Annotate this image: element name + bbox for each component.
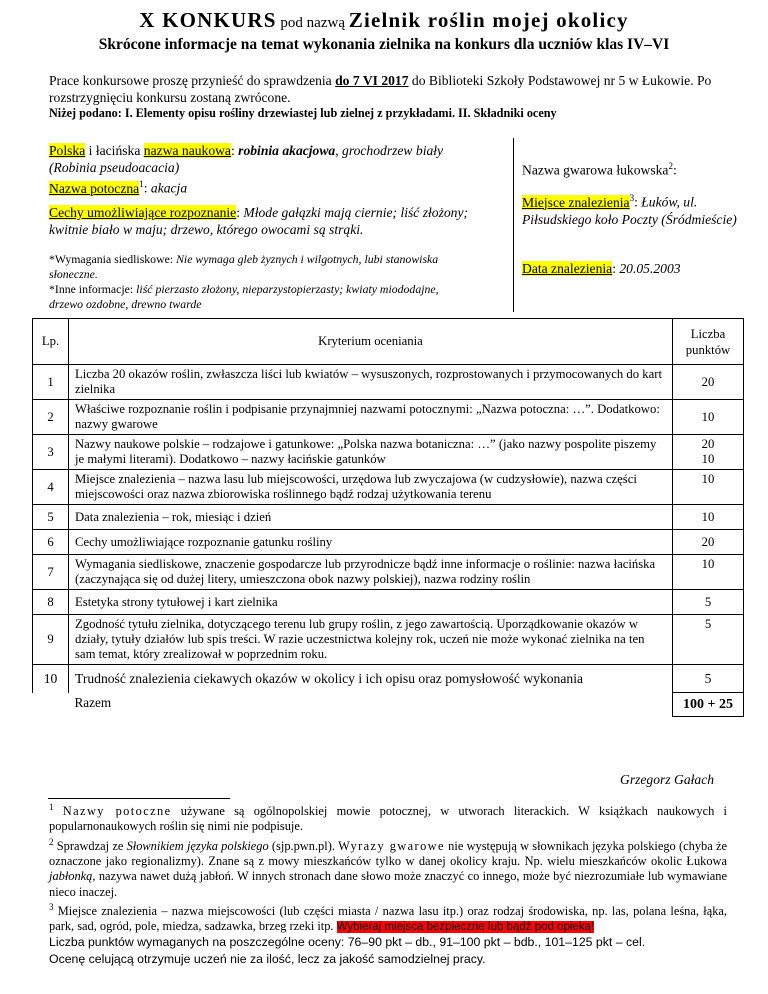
wymagania-value: Nie wymaga gleb żyznych i wilgotnych, lubi stanowiska słoneczne. [49,252,439,281]
total-empty-cell [33,693,69,717]
row-points: 10 [673,555,744,590]
footnote-1-text: używane są ogólnopolskiej mowie potocznej, w utworach literackich. W książkach naukowych i popularnonaukowych roślin się nimi nie podpisuje. [49,804,727,834]
example-extra [49,252,474,312]
text-colon: : [143,180,151,196]
text-colon: : [230,143,239,158]
row-lp: 10 [33,665,69,693]
footnote-1-term: Nazwy potoczne [62,804,172,819]
text-colon: : [672,162,677,178]
table-row [33,470,744,505]
row-points: 10 [673,505,744,530]
row-lp: 4 [33,470,69,505]
row-criterion: Nazwy naukowe polskie – rodzajowe i gatunkowe: „Polska nazwa botaniczna: …” (jako nazwy pospolite piszemy je małymi literami). Dodatkowo – nazwy łacińskie gatunków [69,435,673,470]
table-row [33,505,744,530]
footnote-2-text: , nazywa nawet dużą jabłoń. W innych stronach dane słowo może znaczyć co innego, może być niezrozumiałe lub wymawiane nieco inaczej. [49,869,727,899]
grading-line-2: Ocenę celującą otrzymuje uczeń nie za ilość, lecz za jakość samodzielnej pracy. [49,952,486,966]
intro-text-end: do Biblioteki Szkoły Podstawowej nr 5 w Łukowie. Po rozstrzygnięciu konkursu zostaną zwrócone. [49,73,712,105]
intro-text: Prace konkursowe proszę przynieść do sprawdzenia [49,73,336,88]
given-line: Niżej podano: I. Elementy opisu rośliny drzewiastej lub zielnej z przykładami. II. Składniki oceny [49,106,557,120]
footnote-2-dictionary: Słownikiem języka polskiego [126,838,269,853]
table-row [33,435,744,470]
row-lp: 5 [33,505,69,530]
label-data: Data znalezienia [522,261,613,276]
row-points: 5 [673,590,744,615]
row-criterion: Miejsce znalezienia – nazwa lasu lub miejscowości, urzędowa lub zwyczajowa (w cudzysłowie), nazwa części miejscowości oraz nazwa zbiorowiska roślinnego bądź rodzaj użytkowania terenu [69,470,673,505]
text-colon: : [612,261,620,276]
title-part-3: Zielnik roślin mojej okolicy [348,8,629,32]
grading-info [49,934,645,968]
example-dialect [522,158,737,179]
footnote-3-text: Miejsce znalezienia – nazwa miejscowości (lub części miasta / nazwa lasu itp.) oraz rodzaj środowiska, np. las, polana leśna, łąka, park, sad, ogród, pole, miedza, sadzawka, brzeg rzeki itp. [49,904,727,934]
criteria-table [32,318,744,717]
table-row [33,365,744,400]
footnote-ref-2: 2 [668,161,673,171]
footnotes [49,800,727,936]
label-miejsce: Miejsce znalezienia [522,194,630,210]
label-cechy: Cechy umożliwiające rozpoznanie [49,205,237,220]
total-label: Razem [74,694,112,710]
row-lp: 2 [33,400,69,435]
table-row [33,615,744,665]
row-lp: 1 [33,365,69,400]
scientific-name-rest: , grochodrzew biały [335,143,444,158]
common-name: akacja [150,180,188,196]
example-features [49,204,499,238]
row-lp: 9 [33,615,69,665]
label-wymagania: *Wymagania siedliskowe: [49,252,177,266]
place-value: Łuków, ul. Piłsudskiego koło Poczty (Śródmieście) [522,194,737,227]
footnote-2-text: nie występują w słownikach języka polskiego (chyba że oznaczone jako regionalizmy). Znane są z mowy mieszkańców tylko w danej okolicy kraju. Np. wielu mieszkańców okolic Łukowa [49,838,727,869]
features-value: Młode gałązki mają ciernie; liść złożony; kwitnie biało w maju; drzewo, którego owocami są strąki. [49,205,469,237]
safety-warning: Wybieraj miejsca bezpieczne lub bądź pod opieką! [336,921,595,934]
footnote-2-example: jabłonką [49,869,93,884]
points-secondary: 10 [701,452,715,466]
header-points: Liczba punktów [673,319,744,365]
row-criterion: Zgodność tytułu zielnika, dotyczącego terenu lub grupy roślin, z jego zawartością. Uporządkowanie okazów w działy, tytuły działów lub spis treści. W razie uczestnictwa kolejny rok, uczeń nie może wykonać zielnika na ten sam temat, który zrealizował w poprzednim roku. [69,615,673,665]
row-criterion: Liczba 20 okazów roślin, zwłaszcza liści lub kwiatów – wysuszonych, rozprostowanych i przymocowanych do kart zielnika [69,365,673,400]
deadline: do 7 VI 2017 [335,73,409,88]
row-criterion: Wymagania siedliskowe, znaczenie gospodarcze lub przyrodnicze bądź inne informacje o roślinie: nazwa łacińska (zaczynająca się od dużej litery, umieszczona obok nazwy polskiej), nazwa rodziny roślin [69,555,673,590]
column-divider [513,138,514,312]
table-row [33,590,744,615]
footnote-2-term: Wyrazy gwarowe [338,838,445,853]
grading-line-1: Liczba punktów wymaganych na poszczególne oceny: 76–90 pkt – db., 91–100 pkt – bdb., 101–125 pkt – cel. [49,935,646,949]
footnote-separator [48,798,230,799]
title-part-1: X KONKURS [139,8,277,32]
title-part-2: pod nazwą [276,15,349,31]
label-nazwa-naukowa: nazwa naukowa [143,143,231,158]
text-colon: : [634,194,642,210]
row-points: 20 [673,530,744,555]
row-lp: 3 [33,435,69,470]
row-lp: 8 [33,590,69,615]
footnote-1-number: 1 [49,802,54,812]
example-date [522,260,737,277]
text-i-lacinska: i łacińska [85,143,144,158]
table-header-row [33,319,744,365]
row-points: 10 [673,400,744,435]
author: Grzegorz Gałach [620,772,715,787]
row-points: 10 [673,470,744,505]
row-points [673,435,744,470]
row-lp: 6 [33,530,69,555]
text-colon: : [236,205,244,220]
header-criterion: Kryterium oceniania [69,319,673,365]
table-row [33,555,744,590]
row-criterion: Cechy umożliwiające rozpoznanie gatunku rośliny [69,530,673,555]
scientific-name: robinia akacjowa [238,143,336,158]
row-criterion: Właściwe rozpoznanie roślin i podpisanie przynajmniej nazwami potocznymi: „Nazwa potoczna: …”. Dodatkowo: nazwy gwarowe [69,400,673,435]
footnote-ref-1: 1 [139,179,144,189]
footnote-2-number: 2 [49,836,54,847]
label-gwarowa: Nazwa gwarowa łukowska [522,162,669,178]
document-subtitle: Skrócone informacje na temat wykonania zielnika na konkurs dla uczniów klas IV–VI [98,36,670,53]
footnote-3-number: 3 [49,902,54,913]
document-title [0,8,768,33]
row-points: 20 [673,365,744,400]
table-row [33,400,744,435]
table-row [33,530,744,555]
row-points: 5 [673,665,744,693]
footnote-2-text: Sprawdzaj ze [53,838,127,853]
row-criterion: Trudność znalezienia ciekawych okazów w okolicy i ich opisu oraz pomysłowość wykonania [69,665,673,693]
total-value: 100 + 25 [673,693,744,717]
example-names [49,142,507,197]
table-row [33,665,744,693]
footnote-ref-3: 3 [629,193,635,203]
row-criterion: Data znalezienia – rok, miesiąc i dzień [69,505,673,530]
header-lp: Lp. [33,319,69,365]
row-criterion: Estetyka strony tytułowej i kart zielnika [69,590,673,615]
total-row [33,693,744,717]
intro-paragraph [49,72,729,106]
label-polska: Polska [49,143,86,158]
label-nazwa-potoczna: Nazwa potoczna [49,180,140,196]
example-place [522,190,742,228]
date-value: 20.05.2003 [619,261,681,276]
footnote-2-text: (sjp.pwn.pl). [268,838,339,853]
latin-name: (Robinia pseudoacacia) [49,160,180,175]
row-points: 5 [673,615,744,665]
row-lp: 7 [33,555,69,590]
points-primary: 20 [701,437,715,451]
label-inne: *Inne informacje: [49,282,137,296]
inne-value: liść pierzasto złożony, nieparzystopierzasty; kwiaty miododajne, drzewo ozdobne, drewno twarde [49,282,439,311]
